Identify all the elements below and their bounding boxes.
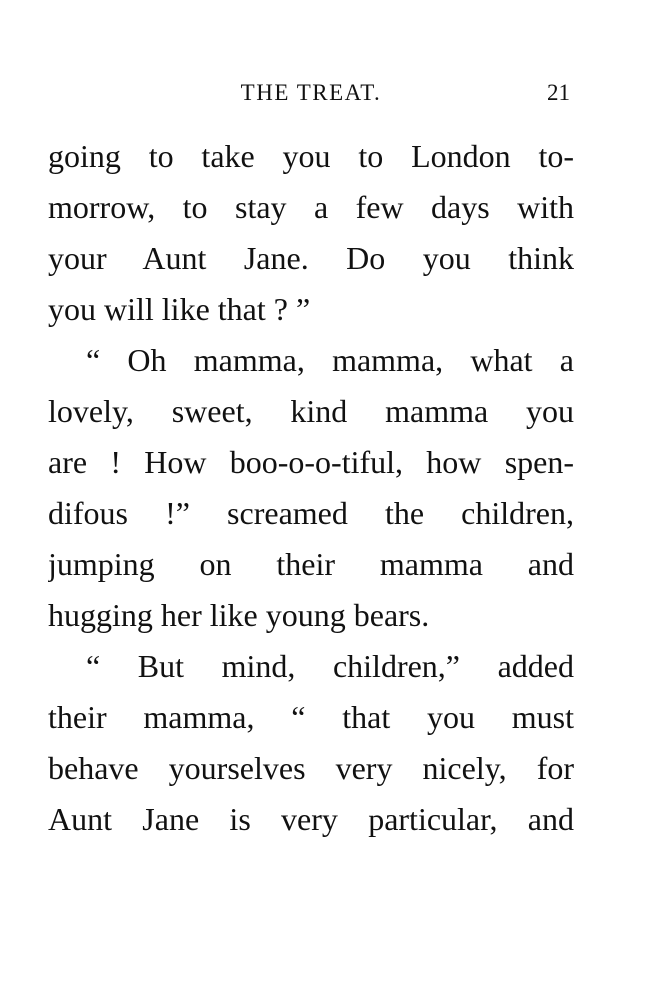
text-line: you will like that ? ”	[48, 291, 311, 327]
text-line: their mamma, “ that you must	[48, 699, 574, 735]
text-line: going to take you to London to-	[48, 138, 574, 174]
text-line: Aunt Jane is very particular, and	[48, 801, 574, 837]
text-line: “ Oh mamma, mamma, what a	[86, 342, 574, 378]
text-line: morrow, to stay a few days with	[48, 189, 574, 225]
body-text	[48, 131, 574, 845]
text-line: are ! How boo-o-o-tiful, how spen-	[48, 444, 574, 480]
text-line: “ But mind, children,” added	[86, 648, 574, 684]
running-title: THE TREAT.	[240, 80, 382, 105]
running-head	[48, 78, 574, 108]
text-line: hugging her like young bears.	[48, 597, 430, 633]
text-line: lovely, sweet, kind mamma you	[48, 393, 574, 429]
text-line: jumping on their mamma and	[48, 546, 574, 582]
text-line: your Aunt Jane. Do you think	[48, 240, 574, 276]
page-number: 21	[547, 80, 570, 105]
text-line: behave yourselves very nicely, for	[48, 750, 574, 786]
text-line: difous !” screamed the children,	[48, 495, 574, 531]
